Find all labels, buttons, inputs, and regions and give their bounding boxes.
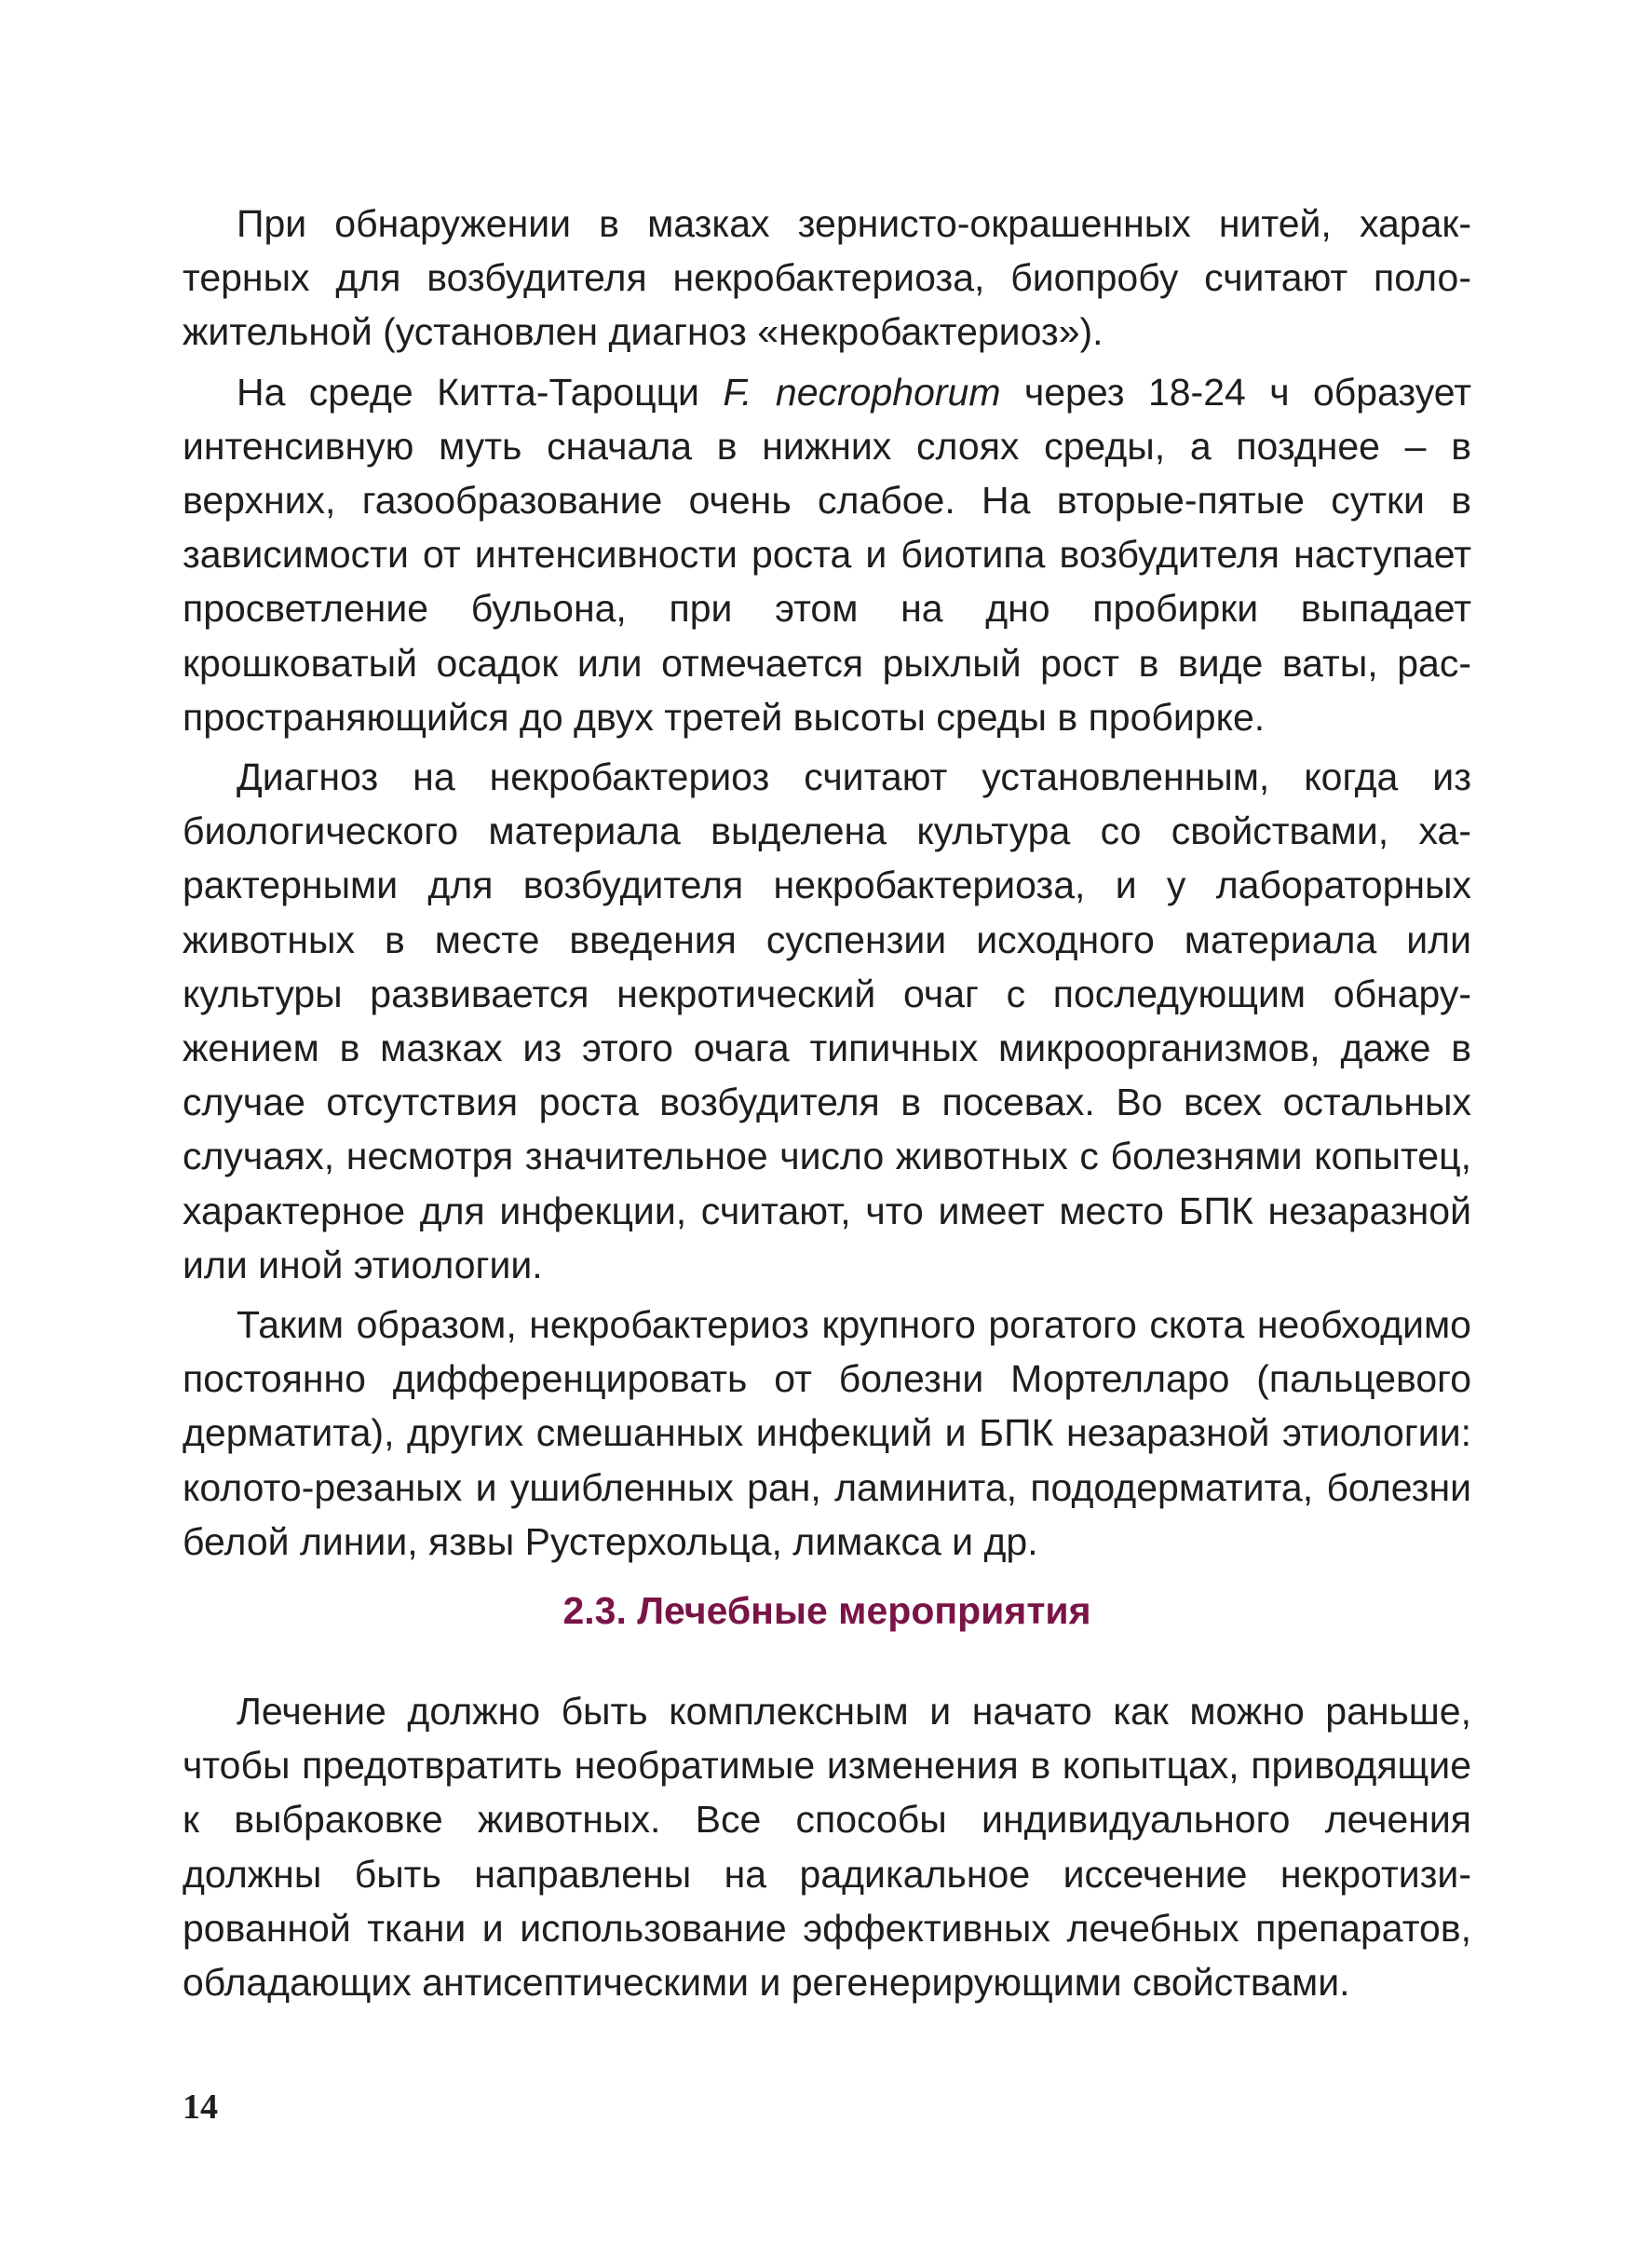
paragraph-medium-intro: На среде Китта-Тароцци <box>237 370 724 414</box>
paragraph-differentiation: Таким образом, некробактериоз крупного рогатого скота необходимо постоянно дифференцировать от болезни Мортелларо (пальцевого дерматита), других смешанных инфекций и БПК незаразной этиологии: колото-резаных и ушибленных ран, ламинита, пододерматита, болезни белой линии, язвы Рустерхольца, лимакса и др. <box>183 1303 1471 1563</box>
species-name: F. necrophorum <box>723 370 1001 414</box>
paragraph-kitt-tarozzi-medium <box>183 365 1471 744</box>
page-number: 14 <box>183 2088 218 2127</box>
paragraph-medium-body: через 18-24 ч образует интенсивную муть сначала в нижних слоях среды, а позднее – в верхних, газообразование очень слабое. На вторые-пятые сутки в зависимости от интенсивности роста и биотипа возбудителя наступает просветление бульона, при этом на дно пробирки выпадает крошковатый осадок или отмечается рыхлый рост в виде ваты, распространяющийся до двух третей высоты среды в пробирке. <box>183 370 1471 739</box>
body-text-top <box>183 197 1471 1569</box>
body-text-treatment <box>183 1684 1471 2009</box>
paragraph-diagnosis-established: Диагноз на некробактериоз считают установленным, когда из биологического материала выделена культура со свойствами, характерными для возбудителя некробактериоза, и у лабораторных животных в месте введения суспензии исходного материала или культуры развивается некротический очаг с последующим обнаружением в мазках из этого очага типичных микроорганизмов, даже в случае отсутствия роста возбудителя в посевах. Во всех остальных случаях, несмотря значительное число животных с болезнями копытец, характерное для инфекции, считают, что имеет место БПК незаразной или иной этиологии. <box>183 755 1471 1286</box>
section-heading: 2.3. Лечебные мероприятия <box>562 1589 1091 1632</box>
paragraph-treatment: Лечение должно быть комплексным и начато как можно раньше, чтобы предотвратить необратимые изменения в копытцах, приводящие к выбраковке животных. Все способы индивидуального лечения должны быть направлены на радикальное иссечение некротизированной ткани и использование эффективных лечебных препаратов, обладающих антисептическими и регенерирующими свойствами. <box>183 1690 1471 2005</box>
paragraph-biotest: При обнаружении в мазках зернисто-окрашенных нитей, характерных для возбудителя некробактериоза, биопробу считают положительной (установлен диагноз «некробактериоз»). <box>183 202 1471 354</box>
